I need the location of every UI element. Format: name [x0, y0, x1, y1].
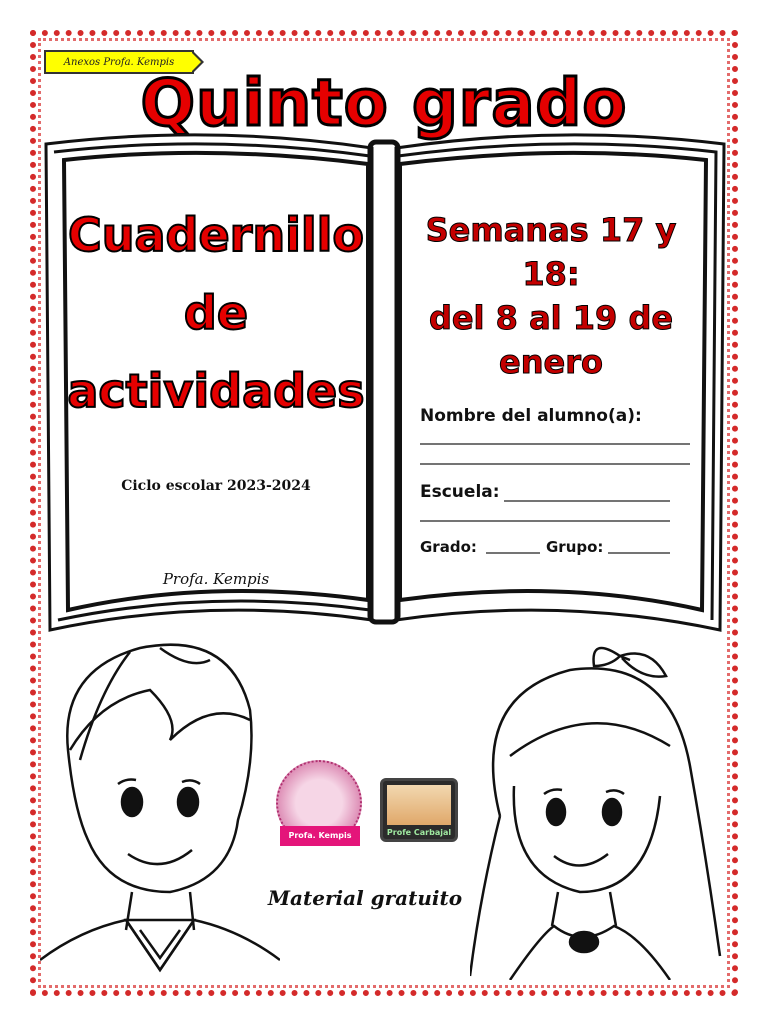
profa-kempis-logo-label: Profa. Kempis — [280, 826, 360, 846]
profe-carbajal-logo — [380, 778, 458, 842]
school-lines[interactable] — [418, 496, 698, 526]
student-name-lines[interactable] — [418, 440, 698, 470]
profe-carbajal-logo-screen — [387, 785, 451, 825]
school-label: Escuela: — [420, 482, 500, 502]
student-name-label: Nombre del alumno(a): — [420, 406, 642, 426]
group-line[interactable] — [606, 548, 676, 558]
notebook-title — [66, 196, 366, 430]
grade-line[interactable] — [484, 548, 544, 558]
annex-tag: Anexos Profa. Kempis — [44, 50, 194, 74]
page-title: Quinto grado — [140, 67, 628, 141]
notebook-title-line: actividades — [67, 364, 365, 418]
free-material-note: Material gratuito — [267, 886, 463, 910]
girl-illustration — [470, 636, 730, 980]
weeks-title — [398, 208, 704, 384]
notebook-title-line: de — [183, 286, 249, 340]
grade-label: Grado: — [420, 538, 477, 556]
author-signature: Profa. Kempis — [162, 570, 270, 588]
weeks-title-line: del 8 al 19 de — [428, 299, 674, 337]
weeks-title-line: Semanas 17 y 18: — [425, 211, 677, 293]
school-cycle: Ciclo escolar 2023-2024 — [121, 478, 311, 494]
notebook-title-line: Cuadernillo — [67, 208, 364, 262]
group-label: Grupo: — [546, 538, 604, 556]
weeks-title-line: enero — [499, 343, 603, 381]
profe-carbajal-logo-label: Profe Carbajal — [386, 828, 452, 837]
boy-illustration — [40, 630, 280, 980]
